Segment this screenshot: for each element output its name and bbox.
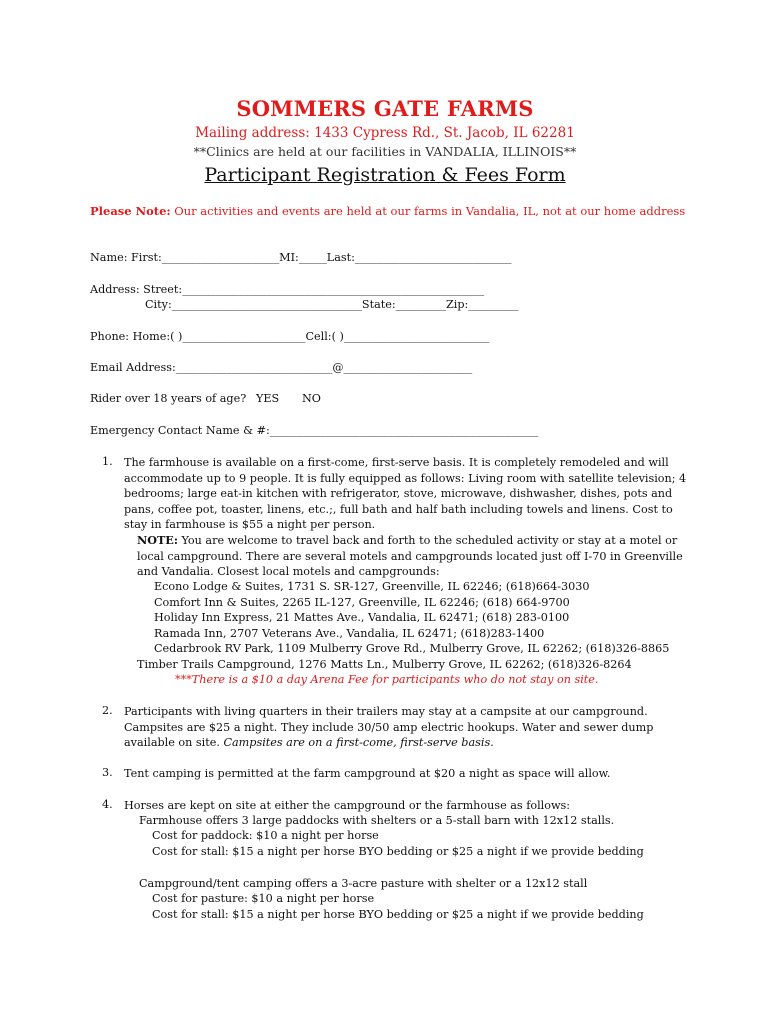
please-note-label: Please Note: <box>90 204 171 218</box>
clinics-location-note: **Clinics are held at our facilities in VANDALIA, ILLINOIS** <box>193 144 577 159</box>
item-3-tent-camping-text: Tent camping is permitted at the farm campground at $20 a night as space will allow. <box>124 767 611 780</box>
item-1-farmhouse-text <box>124 455 686 533</box>
address-street-field[interactable]: Address: Street:______________________________________________________ <box>90 283 485 296</box>
rider-yes-option[interactable]: YES <box>256 392 280 405</box>
farm-name-title: SOMMERS GATE FARMS <box>236 96 534 121</box>
text-line: Participants with living quarters in their trailers may stay at a campsite at our campground. <box>124 705 648 718</box>
item-1-number: 1. <box>102 455 113 468</box>
text-line: The farmhouse is available on a first-come, first-serve basis. It is completely remodeled and will <box>124 456 669 469</box>
motel-item: Comfort Inn & Suites, 2265 IL-127, Greenville, IL 62246; (618) 664-9700 <box>154 595 570 609</box>
text-line: pans, coffee pot, toaster, linens, etc.;, full bath and half bath including towels and linens. Cost to <box>124 502 673 516</box>
text-line: and Vandalia. Closest local motels and campgrounds: <box>137 565 440 579</box>
text-line: accommodate up to 9 people. It is fully equipped as follows: Living room with satellite television; 4 <box>124 471 687 485</box>
motel-item: Ramada Inn, 2707 Veterans Ave., Vandalia, IL 62471; (618)283-1400 <box>154 626 545 640</box>
farmhouse-paddock-cost: Cost for paddock: $10 a night per horse <box>152 829 379 842</box>
text-line: bedrooms; large eat-in kitchen with refrigerator, stove, microwave, dishwasher, dishes, pots and <box>124 487 673 501</box>
motel-item: Holiday Inn Express, 21 Mattes Ave., Vandalia, IL 62471; (618) 283-0100 <box>154 611 570 625</box>
campsite-availability-note: Campsites are on a first-come, first-serve basis. <box>223 736 494 750</box>
motel-item: Cedarbrook RV Park, 1109 Mulberry Grove Rd., Mulberry Grove, IL 62262; (618)326-8865 <box>154 642 670 656</box>
campground-stall-cost: Cost for stall: $15 a night per horse BYO bedding or $25 a night if we provide bedding <box>152 908 644 921</box>
farmhouse-stall-cost: Cost for stall: $15 a night per horse BYO bedding or $25 a night if we provide bedding <box>152 845 644 858</box>
text-line: Campsites are $25 a night. They include 30/50 amp electric hookups. Water and sewer dump <box>124 720 654 734</box>
please-note <box>90 204 685 218</box>
text-line: stay in farmhouse is $55 a night per person. <box>124 518 376 532</box>
phone-field[interactable]: Phone: Home:( )______________________Cell:( )__________________________ <box>90 330 490 343</box>
farmhouse-horse-options: Farmhouse offers 3 large paddocks with shelters or a 5-stall barn with 12x12 stalls. <box>139 814 615 827</box>
text-line: NOTE: You are welcome to travel back and forth to the scheduled activity or stay at a motel or <box>137 533 678 547</box>
arena-fee-note: ***There is a $10 a day Arena Fee for participants who do not stay on site. <box>175 673 599 686</box>
mailing-address: Mailing address: 1433 Cypress Rd., St. Jacob, IL 62281 <box>195 125 575 141</box>
motel-list <box>154 579 669 657</box>
email-field[interactable]: Email Address:____________________________@_______________________ <box>90 361 473 374</box>
motel-item: Econo Lodge & Suites, 1731 S. SR-127, Greenville, IL 62246; (618)664-3030 <box>154 580 590 593</box>
campground-horse-options: Campground/tent camping offers a 3-acre pasture with shelter or a 12x12 stall <box>139 877 588 890</box>
campground-pasture-cost: Cost for pasture: $10 a night per horse <box>152 892 375 905</box>
name-field[interactable]: Name: First:_____________________MI:_____Last:____________________________ <box>90 251 512 264</box>
item-2-number: 2. <box>102 704 113 717</box>
rider-age-question: Rider over 18 years of age? <box>90 392 247 405</box>
text-line: available on site. Campsites are on a first-come, first-serve basis. <box>124 736 494 750</box>
item-4-number: 4. <box>102 798 113 811</box>
please-note-text: Our activities and events are held at our farms in Vandalia, IL, not at our home address <box>170 204 686 218</box>
item-1-note <box>137 533 683 580</box>
address-city-field[interactable]: City:__________________________________State:_________Zip:_________ <box>145 298 519 311</box>
rider-no-option[interactable]: NO <box>302 392 321 405</box>
timber-trails-campground: Timber Trails Campground, 1276 Matts Ln., Mulberry Grove, IL 62262; (618)326-8264 <box>137 658 632 671</box>
note-label: NOTE: <box>137 533 178 547</box>
text-line: local campground. There are several motels and campgrounds located just off I-70 in Greenville <box>137 549 683 563</box>
item-4-horses-text: Horses are kept on site at either the campground or the farmhouse as follows: <box>124 799 571 812</box>
emergency-contact-field[interactable]: Emergency Contact Name & #:________________________________________________ <box>90 424 539 437</box>
item-3-number: 3. <box>102 766 113 779</box>
form-title: Participant Registration & Fees Form <box>204 164 566 186</box>
item-2-campsite-text <box>124 704 653 751</box>
